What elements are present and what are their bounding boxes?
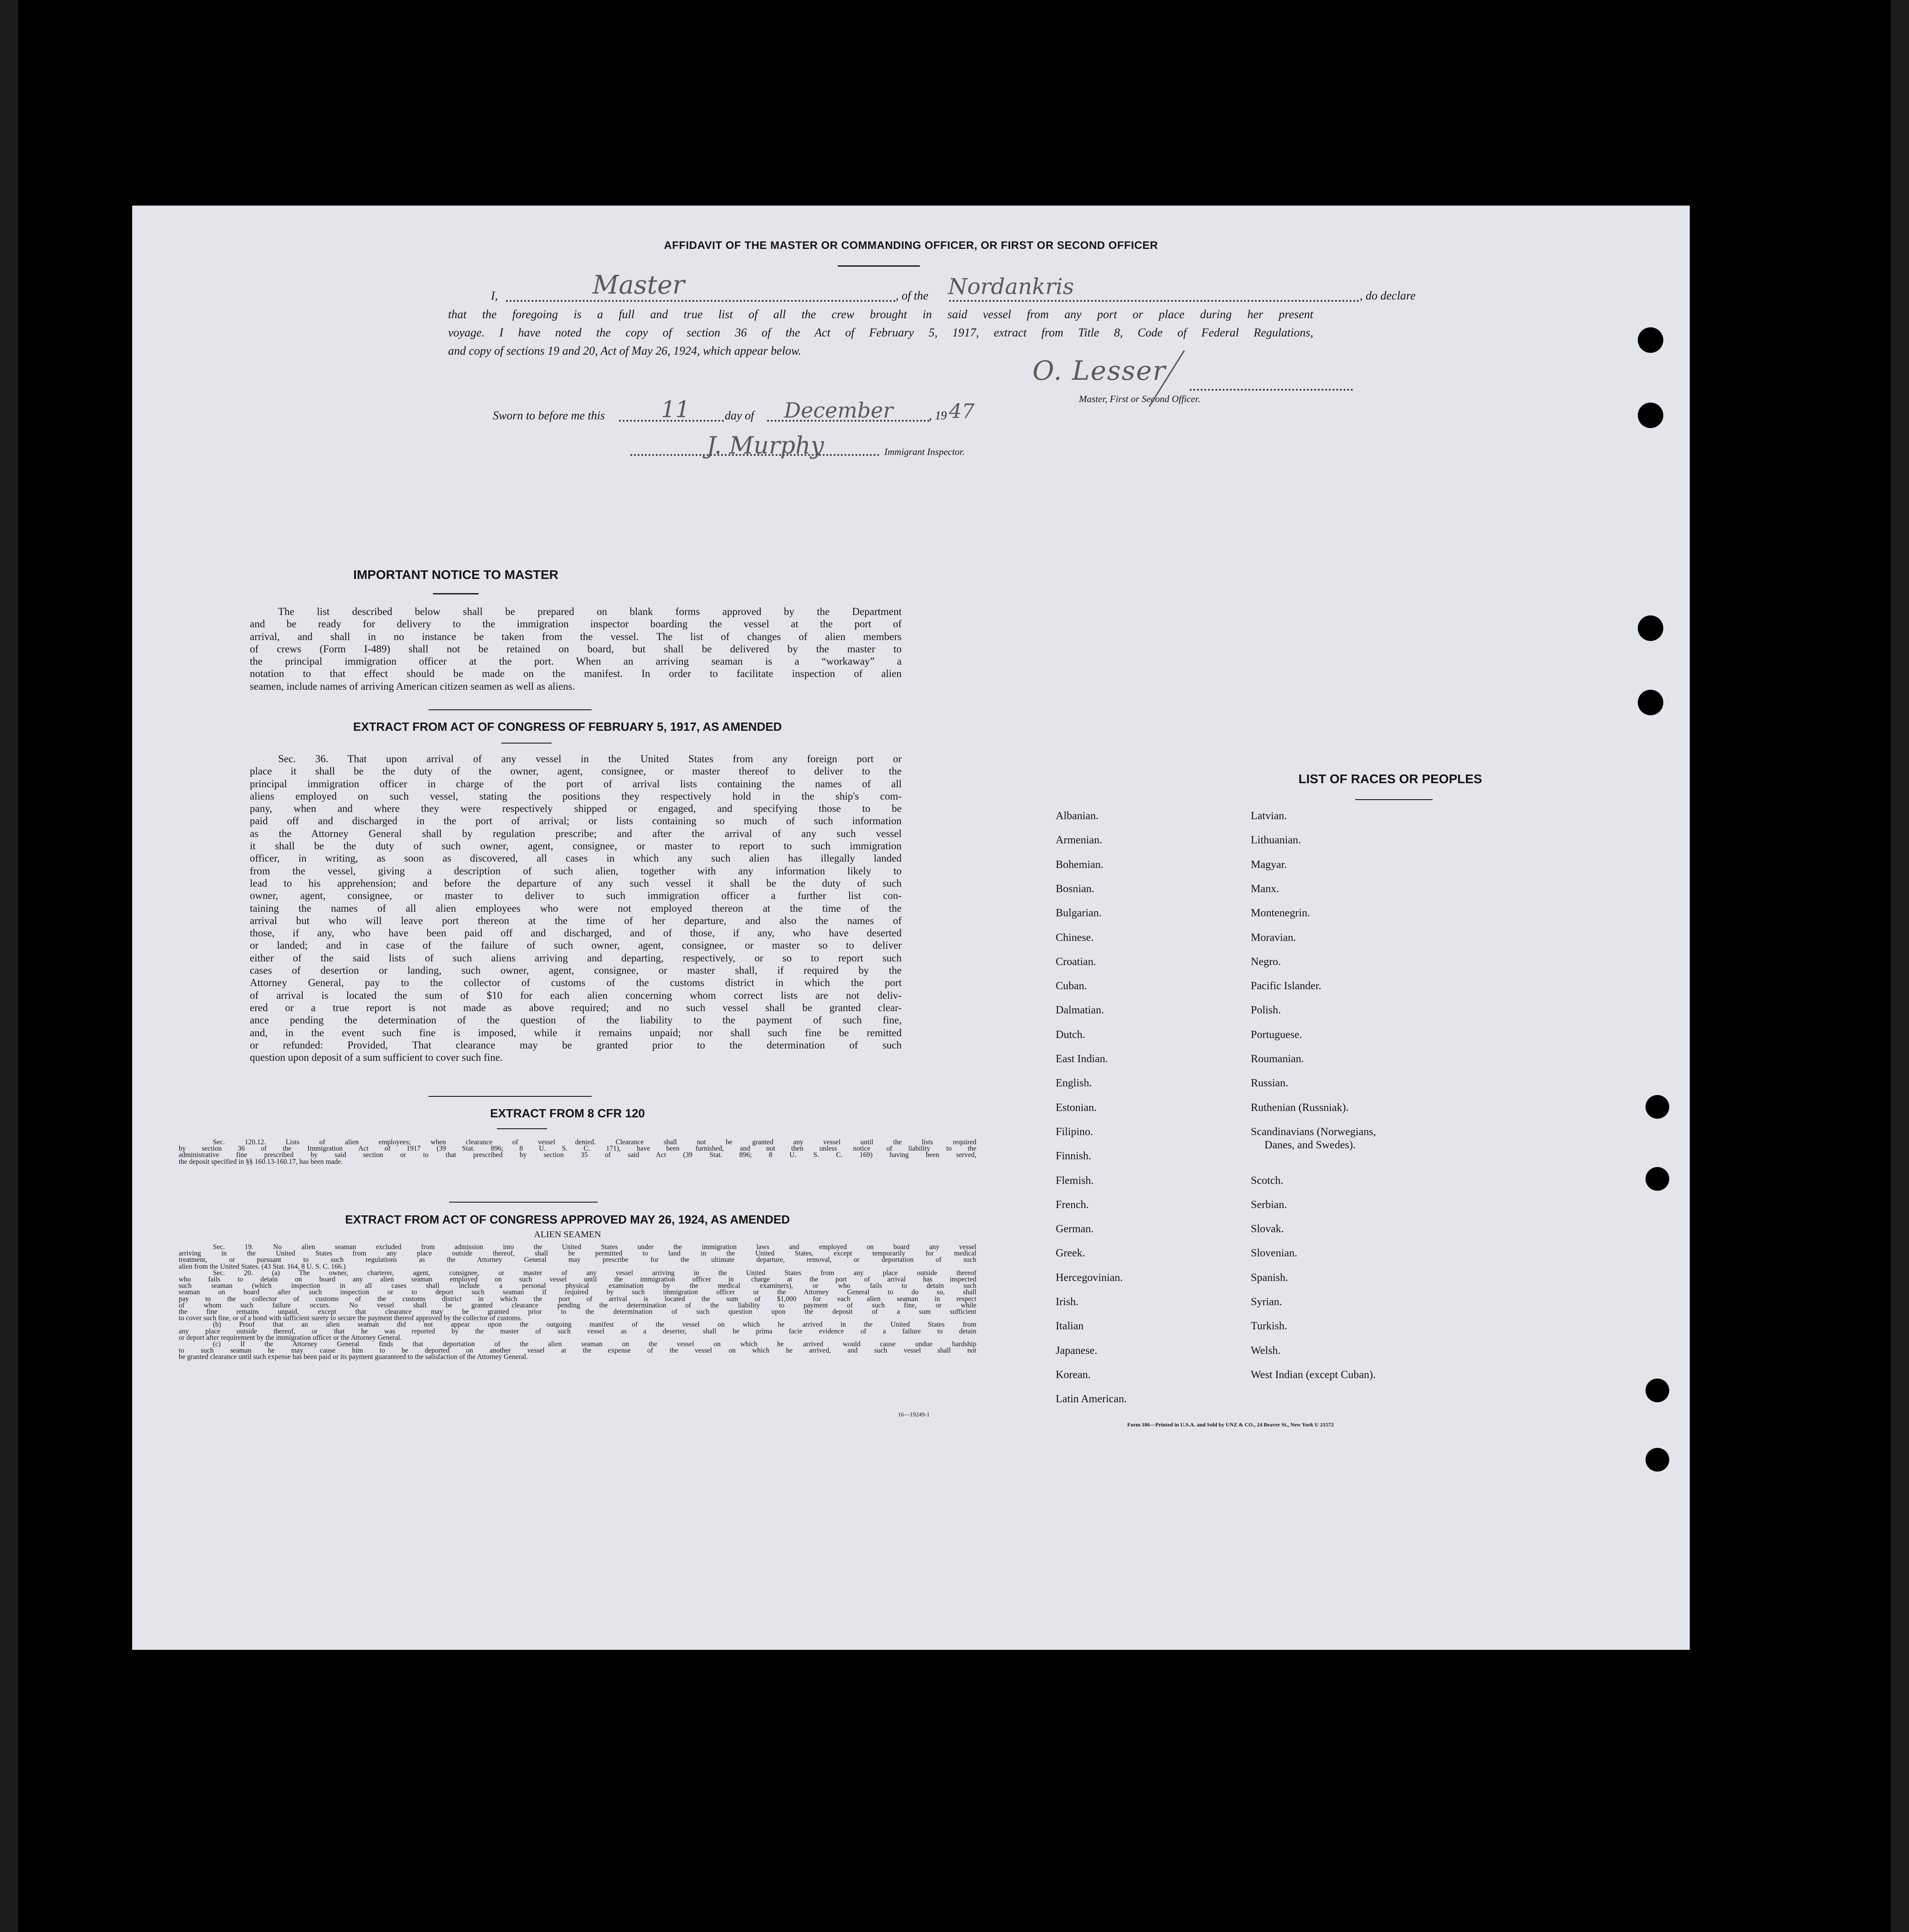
act1924-line: to cover such fine, or of a bond with sufficient surety to secure the payment thereof approved by the collector of customs. — [179, 1314, 522, 1322]
act1917-line: or landed; and in case of the failure of such owner, agent, consignee, or master so to deliver — [250, 940, 902, 951]
title-rule — [838, 265, 920, 267]
race-left-item: Filipino. — [1056, 1126, 1094, 1138]
act1917-line: of arrival is located the sum of $10 for each alien concerning whom correct lists are not deliv- — [250, 989, 902, 1001]
act1917-line: from the vessel, giving a description of such alien, together with any information likely to — [250, 865, 902, 877]
race-left-item: Armenian. — [1056, 834, 1102, 846]
master-signature: O. Lesser — [1032, 355, 1166, 386]
act1917-line: paid off and discharged in the port of arrival; or lists containing so much of such information — [250, 815, 902, 827]
form-footer: Form 186—Printed in U.S.A. and Sold by UNZ & CO., 24 Beaver St., New York U 21572 — [1127, 1421, 1334, 1428]
race-right-item: Lithuanian. — [1251, 834, 1301, 846]
punch-hole — [1646, 1167, 1669, 1191]
race-right-item: Pacific Islander. — [1251, 980, 1321, 992]
act1917-line: those, if any, who have been paid off and discharged, and of those, if any, who have deserted — [250, 927, 902, 939]
affidavit-line-3: voyage. I have noted the copy of section 36 of the Act of February 5, 1917, extract from Title 8, Code of Federal Regulations, — [448, 326, 1313, 339]
act1924-line: pay to the collector of customs of the customs district in which the port of arrival is located the sum of $1,000 for each alien seaman in respect — [179, 1295, 976, 1303]
race-right-item: Moravian. — [1251, 932, 1296, 944]
act1917-line: lead to his apprehension; and before the departure of any such vessel it shall be the duty of such — [250, 877, 902, 889]
race-left-item: Estonian. — [1056, 1102, 1097, 1114]
act1917-line: Sec. 36. That upon arrival of any vessel in the United States from any foreign port or — [278, 753, 902, 765]
race-left-item: Korean. — [1056, 1369, 1091, 1381]
race-right-item: Danes, and Swedes). — [1264, 1139, 1356, 1151]
act1924-line: alien from the United States. (43 Stat. 164, 8 U. S. C. 166.) — [179, 1262, 346, 1271]
races-rule — [1355, 799, 1433, 800]
do-declare-label: , do declare — [1360, 289, 1416, 302]
race-right-item: Slovak. — [1251, 1223, 1284, 1235]
race-right-item: Syrian. — [1251, 1296, 1282, 1308]
act1924-line: (c) If the Attorney General finds that deportation of the alien seaman on the vessel on which he arrived would cause undue hardship — [213, 1340, 976, 1348]
act1917-line: Attorney General, pay to the collector of customs of the customs district in which the port — [250, 977, 902, 989]
affidavit-i-label: I, — [491, 289, 498, 302]
race-right-item: Montenegrin. — [1251, 907, 1310, 919]
act1917-title: EXTRACT FROM ACT OF CONGRESS OF FEBRUARY 5, 1917, AS AMENDED — [353, 720, 782, 734]
race-right-item: Serbian. — [1251, 1199, 1287, 1211]
notice-line: and be ready for delivery to the immigration inspector boarding the vessel at the port of — [250, 618, 902, 630]
signature-caption: Master, First or Second Officer. — [1079, 393, 1200, 404]
race-left-item: Bosnian. — [1056, 883, 1094, 895]
race-left-item: French. — [1056, 1199, 1089, 1211]
race-right-item: Negro. — [1251, 956, 1281, 968]
act1917-line: ance pending the determination of the question of the liability to the payment of such fine, — [250, 1014, 902, 1026]
race-left-item: Albanian. — [1056, 810, 1099, 822]
act1917-line: or refunded: Provided, That clearance may be granted prior to the determination of such — [250, 1039, 902, 1051]
day-handwriting: 11 — [661, 396, 690, 423]
race-left-item: Bohemian. — [1056, 859, 1104, 871]
race-right-item: Scandinavians (Norwegians, — [1251, 1126, 1376, 1138]
act1917-line: cases of desertion or landing, such owner, agent, consignee, or master shall, if required by the — [250, 965, 902, 976]
cfr-line: the deposit specified in §§ 160.13-160.17, has been made. — [179, 1157, 343, 1166]
race-left-item: Greek. — [1056, 1247, 1085, 1259]
notice-rule — [433, 593, 479, 594]
race-left-item: Bulgarian. — [1056, 907, 1102, 919]
notice-line: seamen, include names of arriving American citizen seamen as well as aliens. — [250, 680, 575, 692]
cfr-text — [179, 1139, 976, 1165]
race-right-item: Ruthenian (Russniak). — [1251, 1102, 1349, 1114]
cfr-rule — [497, 1128, 547, 1129]
punch-hole — [1638, 615, 1663, 641]
month-handwriting: December — [784, 398, 893, 423]
race-left-item: Finnish. — [1056, 1150, 1092, 1162]
year-prefix: , 19 — [929, 409, 947, 422]
punch-hole — [1646, 1095, 1669, 1119]
notice-line: arrival, and shall in no instance be taken from the vessel. The list of changes of alien members — [250, 630, 902, 642]
punch-hole — [1638, 327, 1663, 353]
race-right-item: Slovenian. — [1251, 1247, 1297, 1259]
act1924-line: seaman on board after such inspection or to deport such seaman if required by such immigration officer or the Attorney General to do so, shall — [179, 1288, 976, 1297]
race-left-item: Cuban. — [1056, 980, 1087, 992]
act1924-line: who fails to detain on board any alien seaman employed on such vessel until the immigration officer in charge at the port of arrival has inspected — [179, 1276, 976, 1284]
act1924-line: Sec. 19. No alien seaman excluded from admission into the United States under the immigration laws and employed on board any vessel — [213, 1243, 976, 1251]
of-the-label: , of the — [896, 289, 929, 302]
race-left-item: Flemish. — [1056, 1175, 1094, 1187]
act1924-line: be granted clearance until such expense has been paid or its payment guaranteed to the satisfaction of the Attorney General. — [179, 1353, 528, 1361]
act1924-title: EXTRACT FROM ACT OF CONGRESS APPROVED MAY 26, 1924, AS AMENDED — [345, 1213, 790, 1226]
scan-edge-right — [1891, 0, 1909, 1932]
race-left-item: Chinese. — [1056, 932, 1094, 944]
race-right-item: Manx. — [1251, 883, 1279, 895]
cfr-line: by section 36 of the Immigration Act of 1917 (39 Stat. 896; 8 U. S. C. 171), have been furnished, and not then unless notice of liability to the — [179, 1145, 976, 1153]
punch-hole — [1638, 690, 1663, 715]
race-right-item: Scotch. — [1251, 1175, 1284, 1187]
race-left-item: English. — [1056, 1077, 1092, 1089]
act1924-line: treatment, or pursuant to such regulations as the Attorney General may prescribe for the ultimate departure, removal, or deportation of such — [179, 1256, 976, 1264]
act1924-line: any place outside thereof, or that he was reported by the master of such vessel as a deserter, shall be prima facie evidence of a failure to detain — [179, 1327, 976, 1335]
race-left-item: Dutch. — [1056, 1029, 1085, 1041]
act1917-rule — [501, 743, 552, 744]
act1917-line: ered or a true report is not made as above required; and no such vessel shall be granted clear- — [250, 1002, 902, 1013]
act1917-text — [250, 753, 902, 1064]
act1917-line: aliens employed on such vessel, stating the positions they respectively hold in the ship's com- — [250, 790, 902, 802]
notice-line: of crews (Form I-489) shall not be retained on board, but shall be delivered by the master to — [250, 643, 902, 655]
day-of-label: day of — [725, 409, 754, 422]
act1917-line: officer, in writing, as soon as discovered, all cases in which any such alien has illegally landed — [250, 852, 902, 864]
punch-hole — [1646, 1379, 1669, 1402]
act1924-line: Sec. 20. (a) The owner, charterer, agent, consignee, or master of any vessel arriving in the United States from any place outside thereof — [213, 1269, 976, 1277]
race-left-item: German. — [1056, 1223, 1094, 1235]
inspector-caption: Immigrant Inspector. — [884, 446, 965, 457]
race-right-item: Magyar. — [1251, 859, 1287, 871]
notice-line: The list described below shall be prepared on blank forms approved by the Department — [278, 606, 902, 617]
master-name-handwriting: Master — [593, 270, 685, 300]
notice-line: the principal immigration officer at the port. When an arriving seaman is a “workaway” a — [250, 656, 902, 667]
act1917-line: and, in the event such fine is imposed, while it remains unpaid; nor shall such fine be remitted — [250, 1027, 902, 1038]
race-left-item: Dalmatian. — [1056, 1004, 1104, 1016]
race-right-item: Spanish. — [1251, 1272, 1289, 1284]
cfr-title: EXTRACT FROM 8 CFR 120 — [490, 1106, 645, 1120]
act1917-line: either of the said lists of such aliens arriving and departing, respectively, or so to report such — [250, 952, 902, 964]
name-line — [506, 300, 896, 302]
race-left-item: Italian — [1056, 1320, 1084, 1332]
act1924-text — [179, 1244, 976, 1361]
race-left-item: East Indian. — [1056, 1053, 1108, 1065]
sworn-label: Sworn to before me this — [493, 409, 605, 422]
race-right-item: Portuguese. — [1251, 1029, 1302, 1041]
act1924-line: of whom such failure occurs. No vessel shall be granted clearance pending the determination of the liability to payment of such fine, or while — [179, 1301, 976, 1309]
act1917-line: place it shall be the duty of the owner, agent, consignee, or master thereof to deliver to the — [250, 765, 902, 777]
act1917-line: question upon deposit of a sum sufficient to cover such fine. — [250, 1052, 503, 1064]
act1924-line: or deport after requirement by the immigration officer or the Attorney General. — [179, 1333, 402, 1342]
act1917-line: owner, agent, consignee, or master to deliver to such immigration officer a further list con- — [250, 890, 902, 902]
section-divider — [428, 1096, 592, 1097]
affidavit-line-2: that the foregoing is a full and true list of all the crew brought in said vessel from any port or place during her present — [448, 308, 1313, 321]
act1924-code: 16—19249-1 — [898, 1411, 930, 1418]
race-right-item: Polish. — [1251, 1004, 1281, 1016]
race-left-item: Japanese. — [1056, 1345, 1098, 1357]
inspector-signature: J. Murphy — [707, 432, 824, 460]
race-right-item: West Indian (except Cuban). — [1251, 1369, 1376, 1381]
cfr-line: Sec. 120.12. Lists of alien employees; when clearance of vessel denied. Clearance shall not be granted any vessel until the lists required — [213, 1138, 976, 1146]
affidavit-line-4: and copy of sections 19 and 20, Act of May 26, 1924, which appear below. — [448, 344, 801, 357]
act1924-line: (b) Proof that an alien seaman did not appear upon the outgoing manifest of the vessel on which he arrived in the United States from — [213, 1321, 976, 1329]
act1924-subtitle: ALIEN SEAMEN — [534, 1229, 601, 1240]
scan-edge-left — [0, 0, 18, 1932]
section-divider — [428, 709, 592, 710]
race-right-item: Turkish. — [1251, 1320, 1287, 1332]
punch-hole — [1646, 1448, 1669, 1472]
act1917-line: arrival but who will leave port thereon at the time of her departure, and also the names of — [250, 914, 902, 926]
race-left-item: Hercegovinian. — [1056, 1272, 1123, 1284]
act1917-line: taining the names of all alien employees who were not employed thereon at the time of the — [250, 902, 902, 914]
race-right-item: Roumanian. — [1251, 1053, 1304, 1065]
section-divider — [449, 1202, 598, 1203]
vessel-line — [949, 300, 1359, 302]
act1924-line: such seaman (which inspection in all cases shall include a personal physical examination by the medical examiners), or who fails to detain such — [179, 1282, 976, 1290]
act1917-line: pany, when and where they were respectively shipped or engaged, and specifying those to be — [250, 803, 902, 815]
year-handwriting: 47 — [949, 400, 975, 423]
act1924-line: to such seaman he may cause him to be deported on another vessel at the expense of the vessel on which he arrived, and such vessel shall not — [179, 1347, 976, 1355]
notice-title: IMPORTANT NOTICE TO MASTER — [353, 568, 559, 582]
act1917-line: as the Attorney General shall by regulation prescribe; and after the arrival of any such vessel — [250, 827, 902, 839]
notice-text — [250, 605, 902, 692]
affidavit-title: AFFIDAVIT OF THE MASTER OR COMMANDING OFFICER, OR FIRST OR SECOND OFFICER — [664, 239, 1158, 252]
signature-line — [1190, 389, 1353, 391]
race-left-item: Irish. — [1056, 1296, 1078, 1308]
race-right-item: Russian. — [1251, 1077, 1289, 1089]
race-right-item: Latvian. — [1251, 810, 1287, 822]
cfr-line: administrative fine prescribed by said section or to that prescribed by section 35 of said Act (39 Stat. 896; 8 U. S. C. 169) having been served, — [179, 1151, 976, 1159]
document-sheet — [132, 206, 1690, 1650]
punch-hole — [1638, 403, 1663, 428]
vessel-name-handwriting: Nordankris — [948, 274, 1074, 300]
race-left-item: Latin American. — [1056, 1393, 1127, 1405]
race-left-item: Croatian. — [1056, 956, 1096, 968]
notice-line: notation to that effect should be made on the manifest. In order to facilitate inspection of alien — [250, 668, 902, 680]
act1917-line: it shall be the duty of such owner, agent, consignee, or master to report to such immigration — [250, 840, 902, 852]
races-title: LIST OF RACES OR PEOPLES — [1298, 772, 1482, 786]
act1924-line: arriving in the United States from any place outside thereof, shall be permitted to land in the United States, except temporarily for medical — [179, 1250, 976, 1258]
act1917-line: principal immigration officer in charge of the port of arrival lists containing the names of all — [250, 778, 902, 790]
race-right-item: Welsh. — [1251, 1345, 1281, 1357]
act1924-line: the fine remains unpaid, except that clearance may be granted prior to the determination of such question upon the deposit of a sum sufficient — [179, 1308, 976, 1316]
